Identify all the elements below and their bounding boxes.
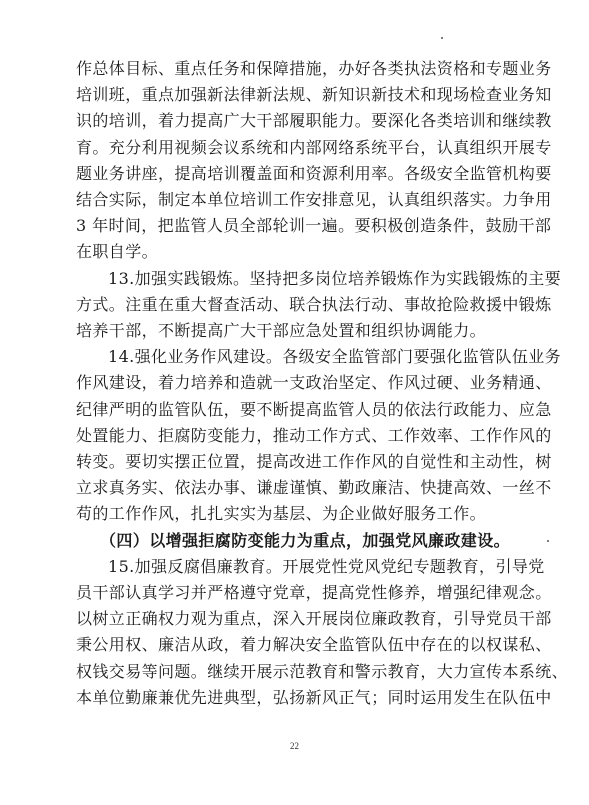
text-line: 处置能力、拒腐防变能力，推动工作方式、工作效率、工作作风的 [76,425,552,445]
text-line: 作总体目标、重点任务和保障措施，办好各类执法资格和专题业务 [76,59,552,78]
scan-speck [547,540,549,542]
paragraph-13-first-line: 13.加强实践锻炼。坚持把多岗位培养锻炼作为实践锻炼的主要 [108,268,562,288]
text-line: 题业务讲座，提高培训覆盖面和资源利用率。各级安全监管机构要 [76,163,552,183]
text-line: 转变。要切实摆正位置，提高改进工作作风的自觉性和主动性，树 [76,452,552,471]
paragraph-14-first-line: 14.强化业务作风建设。各级安全监管部门要强化监管队伍业务 [108,347,562,367]
section-heading: （四）以增强拒腐防变能力为重点，加强党风廉政建设。 [100,530,511,550]
text-line: 在职自学。 [76,242,159,262]
text-line: 员干部认真学习并严格遵守党章，提高党性修养，增强纪律观念。 [76,583,552,602]
text-line: 秉公用权、廉洁从政，着力解决安全监管队伍中存在的以权谋私、 [76,635,552,655]
text-line: 本单位勤廉兼优先进典型，弘扬新风正气；同时运用发生在队伍中 [76,687,552,707]
text-line: 识的培训，着力提高广大干部履职能力。要深化各类培训和继续教 [76,111,552,131]
text-line: 立求真务实、依法办事、谦虚谨慎、勤政廉洁、快捷高效、一丝不 [76,478,552,498]
text-line: 苟的工作作风，扎扎实实为基层、为企业做好服务工作。 [76,504,487,524]
text-line: 作风建设，着力培养和造就一支政治坚定、作风过硬、业务精通、 [76,373,552,393]
text-line: 方式。注重在重大督查活动、联合执法行动、事故抢险救援中锻炼 [76,294,552,314]
text-line: 以树立正确权力观为重点，深入开展岗位廉政教育，引导党员干部 [76,609,552,629]
text-line: 结合实际，制定本单位培训工作安排意见，认真组织落实。力争用 [76,190,552,209]
text-line: 育。充分利用视频会议系统和内部网络系统平台，认真组织开展专 [76,137,552,157]
text-line: 纪律严明的监管队伍，要不断提高监管人员的依法行政能力、应急 [76,399,552,419]
text-line: 权钱交易等问题。继续开展示范教育和警示教育，大力宣传本系统、 [76,661,569,681]
text-line: 培养干部，不断提高广大干部应急处置和组织协调能力。 [76,321,487,340]
paragraph-15-first-line: 15.加强反腐倡廉教育。开展党性党风党纪专题教育，引导党 [108,556,545,576]
text-line: 3 年时间，把监管人员全部轮训一遍。要积极创造条件，鼓励干部 [76,216,552,236]
page-number: 22 [290,741,299,751]
scan-speck [441,37,443,39]
text-line: 培训班，重点加强新法律新法规、新知识新技术和现场检查业务知 [76,85,552,105]
